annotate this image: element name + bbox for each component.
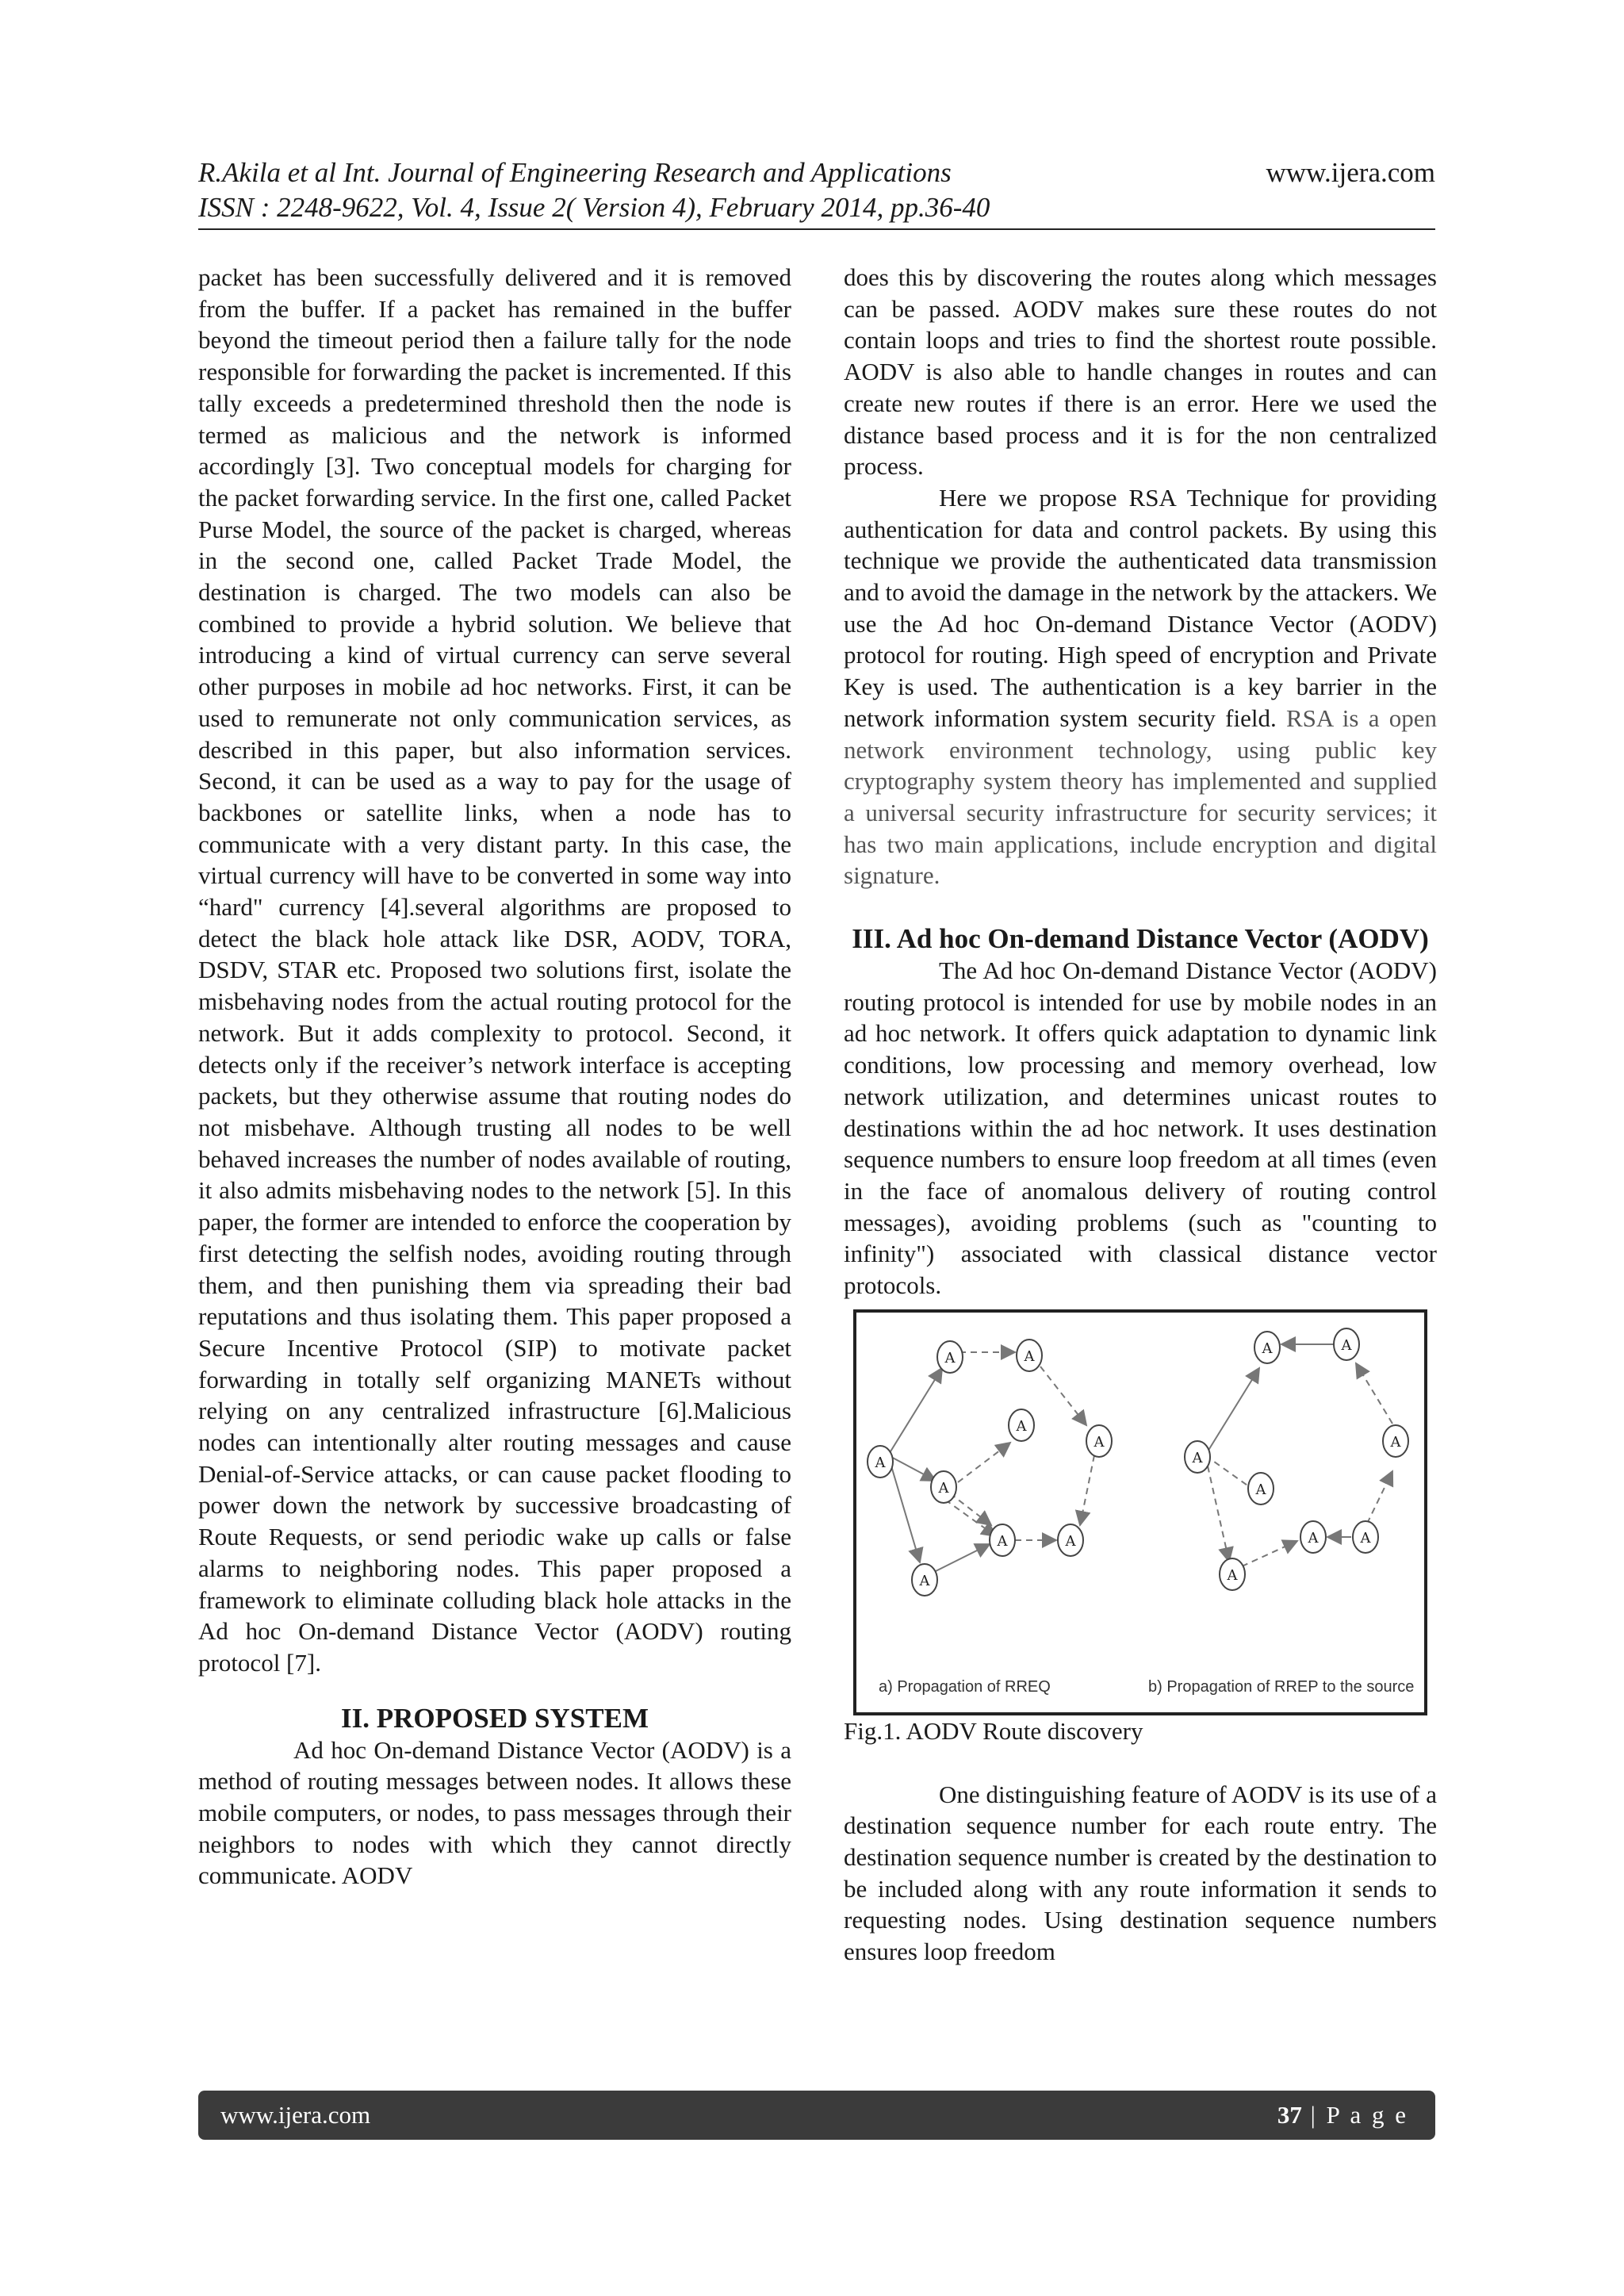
right-paragraph-2 [844, 482, 1437, 891]
rrep-edge [1367, 1471, 1392, 1524]
node-label: A [919, 1572, 930, 1589]
node-label: A [1255, 1481, 1266, 1498]
rreq-edge [1080, 1455, 1094, 1525]
right-paragraph-1: does this by discovering the routes along which messages can be passed. AODV makes sure these routes do not contain loops and tries to find the shortest route possible. AODV is also able to handle changes in routes and can create new routes if there is an error. Here we used the distance based process and it is for the non centralized process. [844, 263, 1437, 481]
running-header-line-2 [198, 190, 1435, 225]
rsa-definition-text: RSA is a open network environment technology, using public key cryptography system theory has implemented and supplied a universal security infrastructure for security services; it has two main applications, include encryption and digital signature. [844, 703, 1437, 890]
journal-title: R.Akila et al Int. Journal of Engineering Research and Applications [198, 157, 952, 188]
rrep-nodes [1185, 1328, 1408, 1590]
rrep-edge [1356, 1363, 1392, 1424]
node-label: A [944, 1349, 956, 1366]
rreq-nodes [868, 1340, 1112, 1596]
rreq-edge [950, 1493, 991, 1525]
page-footer [198, 2091, 1435, 2140]
running-header-line-1 [198, 155, 1435, 190]
rrep-edge [1205, 1455, 1229, 1562]
node-label: A [938, 1479, 949, 1497]
section-2-heading: II. PROPOSED SYSTEM [341, 1702, 649, 1734]
node-label: A [1016, 1417, 1027, 1435]
aodv-diagram [856, 1313, 1424, 1712]
issn-info: ISSN : 2248-9622, Vol. 4, Issue 2( Version 4), February 2014, pp.36-40 [198, 192, 990, 223]
left-paragraph-2: Ad hoc On-demand Distance Vector (AODV) is a method of routing messages between nodes. It allows these mobile computers, or nodes, to pass messages through their neighbors to nodes with which they cannot directly communicate. AODV [198, 1735, 791, 1890]
section-3-heading: III. Ad hoc On-demand Distance Vector (AODV) [852, 923, 1429, 955]
rreq-edge [958, 1443, 1010, 1482]
node-label: A [1192, 1449, 1203, 1466]
rreq-edge [1040, 1366, 1086, 1425]
page-number: 37 [1277, 2101, 1302, 2129]
node-label: A [1024, 1347, 1035, 1365]
rsa-technique-text: Here we propose RSA Technique for providing authentication for data and control packets. By using this technique we provide the authenticated data transmission and to avoid the damage in the network by the attackers. We use the Ad hoc On-demand Distance Vector (AODV) protocol for routing. High speed of encryption and Private Key is used. The authentication is a key barrier in the network information system security field. [844, 483, 1437, 732]
rrep-edge [1205, 1368, 1259, 1455]
subfigure-label-b: b) Propagation of RREP to the source [1148, 1677, 1415, 1696]
figure-caption: Fig.1. AODV Route discovery [844, 1716, 1143, 1745]
node-label: A [1094, 1433, 1105, 1451]
node-label: A [997, 1532, 1008, 1550]
node-label: A [1341, 1336, 1352, 1354]
footer-website[interactable]: www.ijera.com [220, 2101, 371, 2129]
node-label: A [1227, 1566, 1238, 1584]
header-website[interactable]: www.ijera.com [1266, 157, 1435, 188]
node-label: A [875, 1454, 886, 1471]
right-column [844, 262, 1437, 1968]
node-label: A [1065, 1532, 1076, 1550]
node-label: A [1308, 1529, 1319, 1547]
aodv-route-discovery-figure [853, 1309, 1427, 1715]
rreq-edge [888, 1368, 942, 1455]
rreq-edge [933, 1544, 990, 1573]
right-paragraph-4: One distinguishing feature of AODV is its use of a destination sequence number for each route entry. The destination sequence number is created by the destination to be included along with any route information it sends to requesting nodes. Using destination sequence numbers ensures loop freedom [844, 1780, 1437, 1966]
rrep-edge [1242, 1541, 1297, 1566]
node-label: A [1390, 1433, 1401, 1451]
page-number-indicator [1277, 2091, 1408, 2140]
left-column [198, 262, 791, 1892]
rreq-edge [888, 1455, 920, 1562]
header-divider [198, 228, 1435, 230]
page-word: | P a g e [1301, 2101, 1408, 2129]
subfigure-label-a: a) Propagation of RREQ [879, 1677, 1051, 1696]
right-paragraph-3: The Ad hoc On-demand Distance Vector (AODV) routing protocol is intended for use by mobile nodes in an ad hoc network. It offers quick adaptation to dynamic link conditions, low processing and memory overhead, low network utilization, and determines unicast routes to destinations within the ad hoc network. It uses destination sequence numbers to ensure loop freedom at all times (even in the face of anomalous delivery of routing control messages), avoiding problems (such as "counting to infinity") associated with classical distance vector protocols. [844, 956, 1437, 1300]
node-label: A [1360, 1529, 1371, 1547]
left-paragraph-1: packet has been successfully delivered and it is removed from the buffer. If a packet has remained in the buffer beyond the timeout period then a failure tally for the node responsible for forwarding the packet is incremented. If this tally exceeds a predetermined threshold then the node is termed as malicious and the network is informed accordingly [3]. Two conceptual models for charging for the packet forwarding service. In the first one, called Packet Purse Model, the source of the packet is charged, whereas in the second one, called Packet Trade Model, the destination is charged. The two models can also be combined to provide a hybrid solution. We believe that introducing a kind of virtual currency can serve several other purposes in mobile ad hoc networks. First, it can be used to remunerate not only communication services, as described in this paper, but also information services. Second, it can be used as a way to pay for the usage of backbones or satellite links, when a node has to communicate with a very distant party. In this case, the virtual currency will have to be converted in some way into “hard" currency [4].several algorithms are proposed to detect the black hole attack like DSR, AODV, TORA, DSDV, STAR etc. Proposed two solutions first, isolate the misbehaving nodes from the actual routing protocol for the network. But it adds complexity to protocol. Second, it detects only if the receiver’s network interface is accepting packets, but they otherwise assume that routing nodes do not misbehave. Although trusting all nodes to be well behaved increases the number of nodes available of routing, it also admits misbehaving nodes to the network [5]. In this paper, the former are intended to enforce the cooperation by first detecting the selfish nodes, avoiding routing through them, and then punishing them via spreading their bad reputations and thus isolating them. This paper proposed a Secure Incentive Protocol (SIP) to motivate packet forwarding in totally self organizing MANETs without relying on any centralized infrastructure [6].Malicious nodes can intentionally alter routing messages and cause Denial-of-Service attacks, or can cause packet flooding to power down the network by successive broadcasting of Route Requests, or send periodic wake up calls or false alarms to neighboring nodes. This paper proposed a framework to eliminate colluding black hole attacks in the Ad hoc On-demand Distance Vector (AODV) routing protocol [7]. [198, 263, 791, 1677]
rreq-edge [945, 1500, 996, 1536]
node-label: A [1262, 1340, 1273, 1357]
